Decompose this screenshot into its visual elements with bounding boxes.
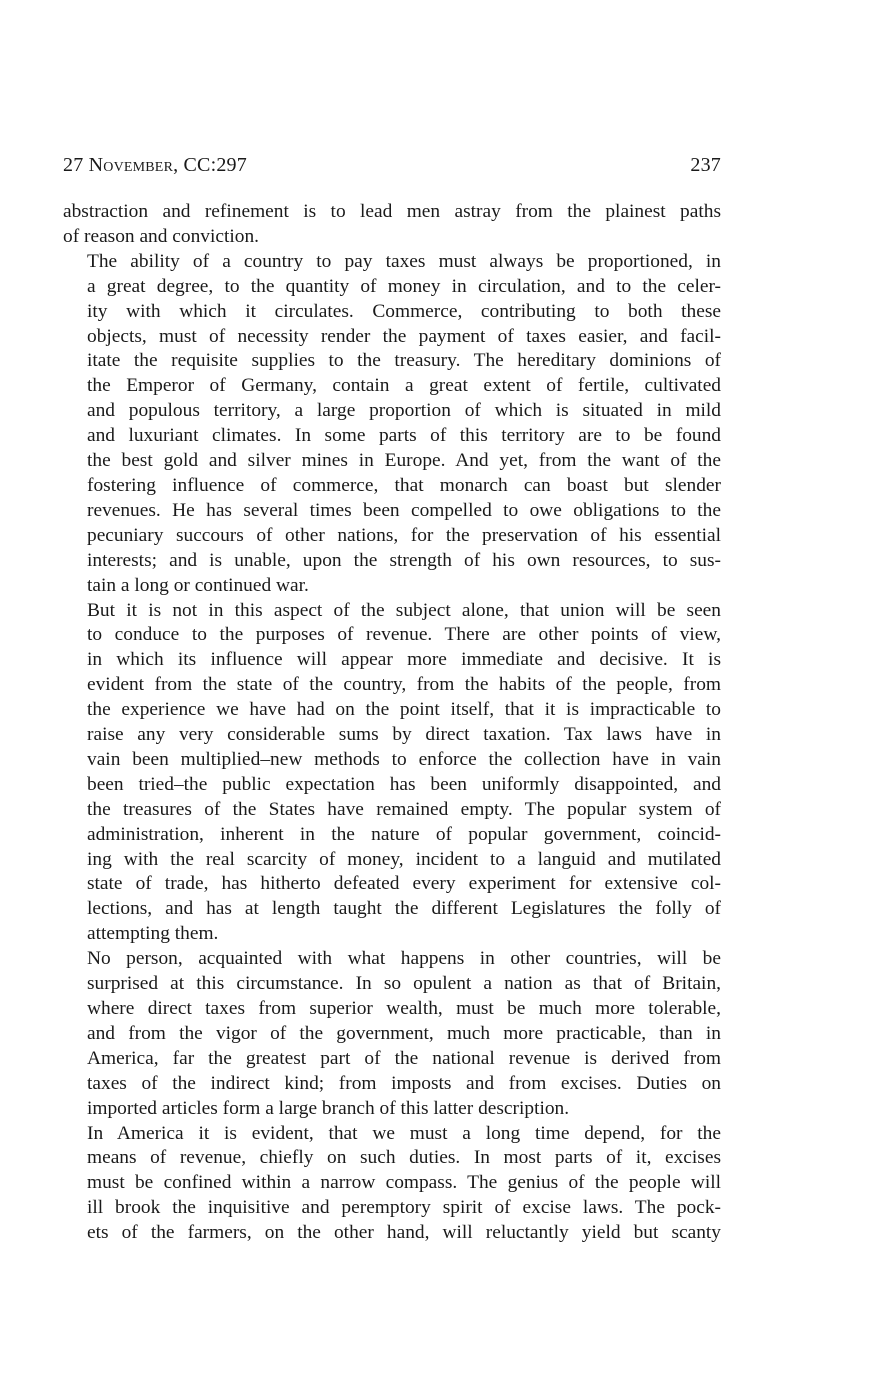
text-line: state of trade, has hitherto defeated every experiment for extensive col-	[87, 873, 721, 895]
text-line: But it is not in this aspect of the subject alone, that union will be seen	[87, 599, 721, 621]
text-line: and populous territory, a large proportion of which is situated in mild	[87, 400, 721, 422]
text-line: taxes of the indirect kind; from imposts and from excises. Duties on	[87, 1072, 721, 1094]
paragraph	[63, 1122, 721, 1247]
text-line: attempting them.	[87, 923, 219, 945]
running-head	[63, 150, 721, 180]
book-page	[63, 150, 721, 1246]
header-month: November	[88, 154, 174, 176]
text-line: ing with the real scarcity of money, incident to a languid and mutilated	[87, 848, 721, 870]
header-date-prefix: 27	[63, 154, 89, 176]
text-line: in which its influence will appear more immediate and decisive. It is	[87, 649, 721, 671]
text-line: The ability of a country to pay taxes must always be proportioned, in	[87, 250, 721, 272]
text-line: pecuniary succours of other nations, for the preservation of his essential	[87, 524, 721, 546]
text-line: the treasures of the States have remained empty. The popular system of	[87, 798, 721, 820]
text-line: the best gold and silver mines in Europe. And yet, from the want of the	[87, 450, 721, 472]
text-line: where direct taxes from superior wealth, must be much more tolerable,	[87, 998, 721, 1019]
text-line: the experience we have had on the point itself, that it is impracticable to	[87, 699, 721, 721]
running-head-left	[63, 150, 247, 180]
text-line: the Emperor of Germany, contain a great extent of fertile, cultivated	[87, 375, 721, 397]
text-line: a great degree, to the quantity of money in circulation, and to the celer-	[87, 275, 721, 297]
text-line: evident from the state of the country, from the habits of the people, from	[87, 674, 721, 696]
header-ref: , CC:297	[173, 154, 247, 176]
text-line: lections, and has at length taught the different Legislatures the folly of	[87, 898, 721, 920]
text-line: ets of the farmers, on the other hand, will reluctantly yield but scanty	[87, 1222, 721, 1244]
text-line: revenues. He has several times been compelled to owe obligations to the	[87, 499, 721, 521]
text-line: fostering influence of commerce, that monarch can boast but slender	[87, 474, 721, 496]
text-line: interests; and is unable, upon the strength of his own resources, to sus-	[87, 549, 721, 571]
page-number: 237	[690, 154, 721, 176]
text-line: imported articles form a large branch of this latter description.	[87, 1097, 570, 1119]
text-line: itate the requisite supplies to the treasury. The hereditary dominions of	[87, 350, 721, 372]
text-line: must be confined within a narrow compass. The genius of the people will	[87, 1172, 721, 1194]
text-line: and luxuriant climates. In some parts of this territory are to be found	[87, 425, 721, 447]
text-line: No person, acquainted with what happens in other countries, will be	[87, 948, 721, 970]
text-line: vain been multiplied–new methods to enforce the collection have in vain	[87, 748, 721, 770]
body-text	[63, 200, 721, 1246]
text-line: abstraction and refinement is to lead men astray from the plainest paths	[63, 201, 721, 222]
paragraph	[63, 250, 721, 599]
text-line: been tried–the public expectation has been uniformly disappointed, and	[87, 773, 721, 795]
text-line: In America it is evident, that we must a long time depend, for the	[87, 1122, 721, 1144]
text-line: ity with which it circulates. Commerce, contributing to both these	[87, 300, 721, 322]
text-line: administration, inherent in the nature of popular government, coincid-	[87, 823, 721, 845]
text-line: of reason and conviction.	[63, 225, 259, 247]
text-line: America, far the greatest part of the national revenue is derived from	[87, 1047, 721, 1069]
paragraph	[63, 599, 721, 948]
paragraph	[63, 947, 721, 1121]
text-line: raise any very considerable sums by direct taxation. Tax laws have in	[87, 724, 721, 746]
text-line: and from the vigor of the government, much more practicable, than in	[87, 1022, 721, 1044]
text-line: to conduce to the purposes of revenue. There are other points of view,	[87, 624, 721, 646]
text-line: ill brook the inquisitive and peremptory spirit of excise laws. The pock-	[87, 1197, 721, 1219]
text-line: means of revenue, chiefly on such duties. In most parts of it, excises	[87, 1147, 721, 1169]
paragraph	[63, 200, 721, 250]
text-line: tain a long or continued war.	[87, 574, 309, 596]
text-line: objects, must of necessity render the payment of taxes easier, and facil-	[87, 325, 721, 347]
text-line: surprised at this circumstance. In so opulent a nation as that of Britain,	[87, 973, 721, 995]
